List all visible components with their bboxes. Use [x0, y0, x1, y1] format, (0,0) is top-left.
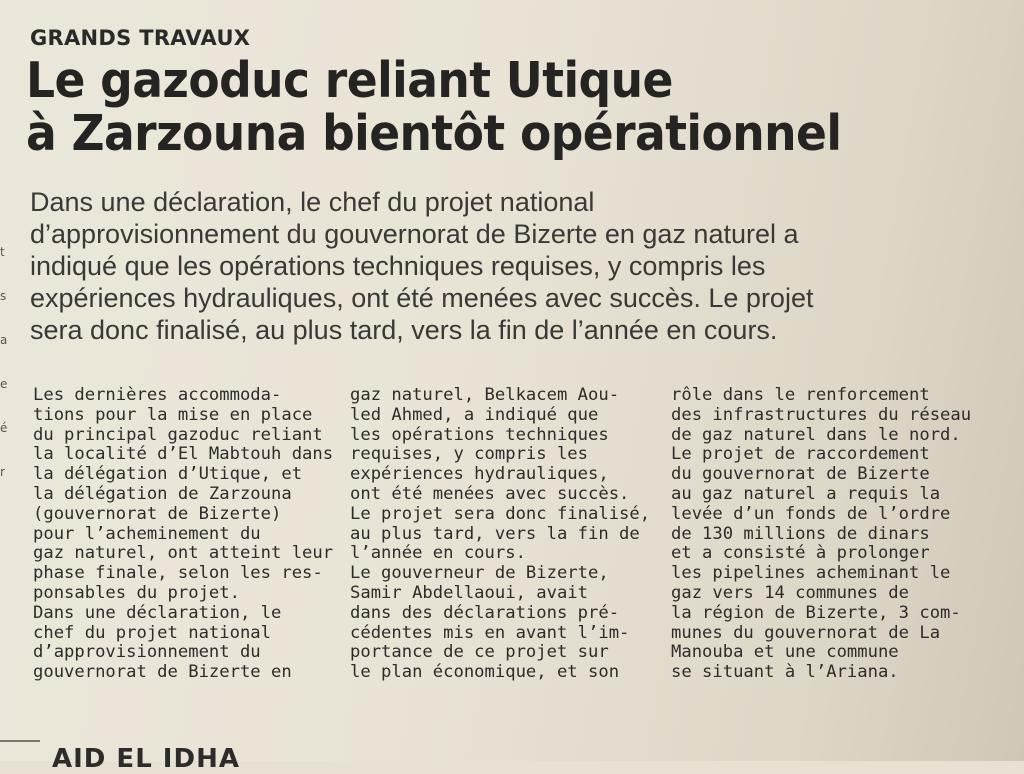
headline-line: Le gazoduc reliant Utique: [26, 52, 673, 109]
body-line: cédentes mis en avant l’im-: [350, 622, 630, 643]
next-article-heading-fragment: AID EL IDHA: [52, 744, 240, 774]
body-line: ont été menées avec succès.: [350, 483, 630, 504]
body-line: d’approvisionnement du: [33, 642, 261, 663]
lede-line: expériences hydrauliques, ont été menées avec succès. Le projet: [30, 283, 814, 313]
body-line: pour l’acheminement du: [33, 523, 261, 544]
body-line: au gaz naturel a requis la: [671, 483, 941, 504]
edge-fragment: r: [0, 465, 5, 479]
body-line: la région de Bizerte, 3 com-: [671, 602, 961, 623]
body-column-2: [350, 386, 650, 683]
edge-fragment: t: [0, 245, 5, 259]
adjacent-column-fragments: [0, 230, 10, 494]
body-line: la localité d’El Mabtouh dans: [33, 444, 334, 465]
body-line: se situant à l’Ariana.: [671, 662, 899, 683]
body-line: des infrastructures du réseau: [671, 404, 972, 425]
lede-line: Dans une déclaration, le chef du projet national: [30, 187, 595, 217]
body-line: et a consisté à prolonger: [671, 543, 930, 564]
edge-fragment: s: [0, 289, 7, 303]
body-line: led Ahmed, a indiqué que: [350, 404, 599, 425]
body-line: la délégation d’Utique, et: [33, 464, 303, 485]
body-line: de 130 millions de dinars: [671, 523, 930, 544]
body-line: Dans une déclaration, le: [33, 602, 282, 623]
body-line: chef du projet national: [33, 622, 271, 643]
lede-line: indiqué que les opérations techniques requises, y compris les: [30, 251, 766, 281]
body-line: gouvernorat de Bizerte en: [33, 662, 292, 683]
article-headline: [26, 54, 841, 160]
body-column-1: [33, 386, 333, 683]
body-line: au plus tard, vers la fin de: [350, 523, 640, 544]
body-line: Samir Abdellaoui, avait: [350, 582, 588, 603]
body-line: le plan économique, et son: [350, 662, 620, 683]
body-line: Le gouverneur de Bizerte,: [350, 563, 609, 584]
body-line: gaz vers 14 communes de: [671, 582, 909, 603]
body-line: expériences hydrauliques,: [350, 464, 609, 485]
column-rule: [0, 740, 40, 742]
body-line: tions pour la mise en place: [33, 404, 313, 425]
body-column-3: [671, 386, 971, 683]
body-line: Manouba et une commune: [671, 642, 899, 663]
body-line: (gouvernorat de Bizerte): [33, 503, 282, 524]
body-line: la délégation de Zarzouna: [33, 483, 292, 504]
body-line: ponsables du projet.: [33, 582, 240, 603]
section-label: GRANDS TRAVAUX: [30, 26, 251, 50]
article-lede: [30, 186, 813, 346]
edge-fragment: é: [0, 421, 8, 435]
body-line: du gouvernorat de Bizerte: [671, 464, 930, 485]
edge-fragment: e: [0, 377, 8, 391]
edge-fragment: a: [0, 333, 8, 347]
body-line: portance de ce projet sur: [350, 642, 609, 663]
body-line: Le projet sera donc finalisé,: [350, 503, 651, 524]
body-line: phase finale, selon les res-: [33, 563, 323, 584]
body-line: requises, y compris les: [350, 444, 588, 465]
body-line: rôle dans le renforcement: [671, 385, 930, 405]
body-line: les opérations techniques: [350, 424, 609, 445]
body-line: de gaz naturel dans le nord.: [671, 424, 961, 445]
body-line: levée d’un fonds de l’ordre: [671, 503, 951, 524]
body-line: du principal gazoduc reliant: [33, 424, 323, 445]
body-line: Les dernières accommoda-: [33, 385, 282, 405]
lede-line: sera donc finalisé, au plus tard, vers la fin de l’année en cours.: [30, 315, 778, 345]
body-line: les pipelines acheminant le: [671, 563, 951, 584]
body-line: Le projet de raccordement: [671, 444, 930, 465]
body-line: gaz naturel, ont atteint leur: [33, 543, 334, 564]
body-line: l’année en cours.: [350, 543, 526, 564]
body-line: dans des déclarations pré-: [350, 602, 620, 623]
body-line: gaz naturel, Belkacem Aou-: [350, 385, 620, 405]
body-line: munes du gouvernorat de La: [671, 622, 941, 643]
headline-line: à Zarzouna bientôt opérationnel: [26, 105, 842, 162]
lede-line: d’approvisionnement du gouvernorat de Bizerte en gaz naturel a: [30, 219, 799, 249]
